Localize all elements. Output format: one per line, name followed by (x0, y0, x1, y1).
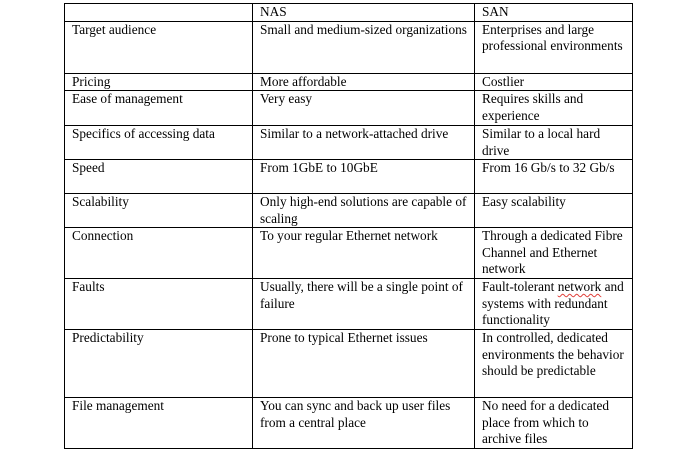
table-row (65, 91, 633, 126)
feature-cell: Pricing (65, 73, 253, 91)
san-cell: No need for a dedicated place from which to archive files (475, 398, 633, 449)
header-cell-nas: NAS (253, 4, 475, 22)
feature-cell: File management (65, 398, 253, 449)
table-row (65, 21, 633, 73)
san-cell (475, 279, 633, 330)
san-cell: Requires skills and experience (475, 91, 633, 126)
san-text-part: and systems with redundant functionality (482, 279, 624, 327)
table-row (65, 126, 633, 160)
feature-cell: Speed (65, 160, 253, 194)
table-row (65, 194, 633, 228)
table-row (65, 279, 633, 330)
table-header-row (65, 4, 633, 22)
table-row (65, 73, 633, 91)
nas-cell: More affordable (253, 73, 475, 91)
feature-cell: Specifics of accessing data (65, 126, 253, 160)
nas-cell: Small and medium-sized organizations (253, 21, 475, 73)
nas-cell: To your regular Ethernet network (253, 228, 475, 279)
header-cell-feature (65, 4, 253, 22)
nas-vs-san-comparison-table (64, 3, 633, 449)
feature-cell: Scalability (65, 194, 253, 228)
nas-cell: Only high-end solutions are capable of scaling (253, 194, 475, 228)
feature-cell: Predictability (65, 330, 253, 398)
san-text-part: Fault-tolerant (482, 279, 558, 294)
feature-cell: Connection (65, 228, 253, 279)
table-row (65, 330, 633, 398)
san-cell: From 16 Gb/s to 32 Gb/s (475, 160, 633, 194)
san-cell: Enterprises and large professional environments (475, 21, 633, 73)
header-cell-san: SAN (475, 4, 633, 22)
nas-cell: Prone to typical Ethernet issues (253, 330, 475, 398)
feature-cell: Target audience (65, 21, 253, 73)
san-cell: Similar to a local hard drive (475, 126, 633, 160)
table-row (65, 160, 633, 194)
table-row (65, 228, 633, 279)
feature-cell: Faults (65, 279, 253, 330)
nas-cell: Very easy (253, 91, 475, 126)
spellcheck-underlined-word: network (557, 279, 602, 294)
san-cell: Through a dedicated Fibre Channel and Ethernet network (475, 228, 633, 279)
nas-cell: You can sync and back up user files from a central place (253, 398, 475, 449)
nas-cell: Usually, there will be a single point of failure (253, 279, 475, 330)
nas-cell: From 1GbE to 10GbE (253, 160, 475, 194)
san-cell: Easy scalability (475, 194, 633, 228)
feature-cell: Ease of management (65, 91, 253, 126)
nas-cell: Similar to a network-attached drive (253, 126, 475, 160)
san-cell: Costlier (475, 73, 633, 91)
table-row (65, 398, 633, 449)
san-cell: In controlled, dedicated environments the behavior should be predictable (475, 330, 633, 398)
